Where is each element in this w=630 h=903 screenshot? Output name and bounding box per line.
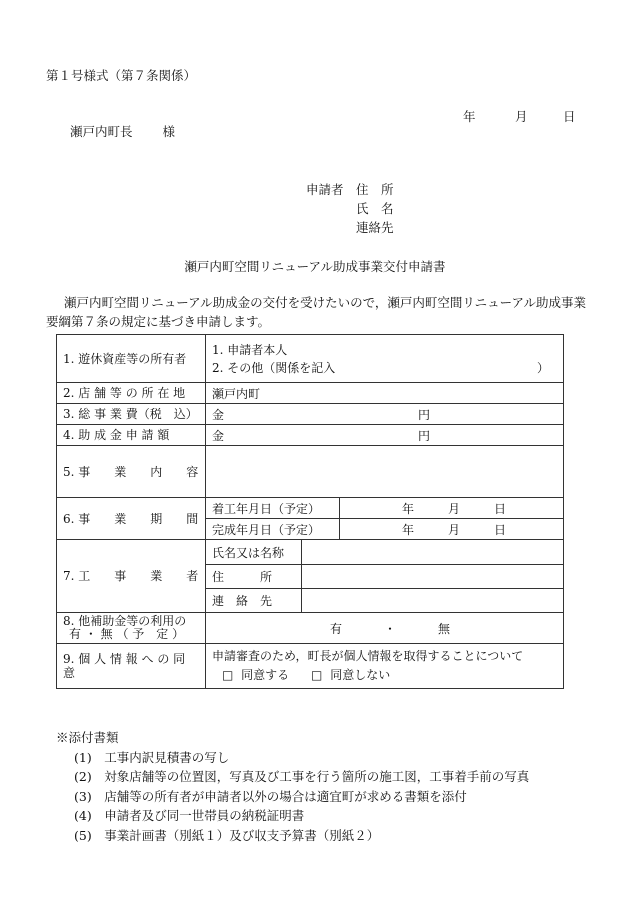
recipient <box>70 122 175 140</box>
row-owner <box>57 335 564 383</box>
cost-unit: 円 <box>418 407 431 422</box>
end-day: 日 <box>494 522 507 537</box>
owner-value[interactable] <box>206 335 564 383</box>
other-grant-label-line2: 有 ・ 無 （ 予 定 ） <box>69 627 185 641</box>
recipient-name: 瀬戸内町長 <box>70 124 133 139</box>
row-period-start <box>57 498 564 519</box>
row-content <box>57 446 564 498</box>
date-day: 日 <box>563 109 576 124</box>
owner-label: 1. 遊休資産等の所有者 <box>57 335 206 383</box>
cost-label: 3. 総 事 業 費（税 込） <box>57 404 206 425</box>
applicant-contact-label: 連絡先 <box>356 220 394 235</box>
application-table <box>56 334 564 689</box>
start-date-label: 着工年月日（予定） <box>206 498 340 519</box>
agree-label: 同意する <box>241 668 290 682</box>
disagree-checkbox[interactable]: □ <box>311 668 323 682</box>
row-grant <box>57 425 564 446</box>
date-year: 年 <box>463 109 476 124</box>
other-no: 無 <box>438 621 451 636</box>
contractor-address-label: 住 所 <box>206 565 302 589</box>
contractor-name-value[interactable] <box>302 540 564 565</box>
other-grant-label-line1: 8. 他補助金等の利用の <box>63 614 187 628</box>
row-cost <box>57 404 564 425</box>
privacy-label: 9. 個 人 情 報 へ の 同 意 <box>57 644 206 689</box>
contractor-name-label: 氏名又は名称 <box>206 540 302 565</box>
content-value[interactable] <box>206 446 564 498</box>
date-month: 月 <box>515 109 528 124</box>
contractor-contact-value[interactable] <box>302 589 564 613</box>
cost-value[interactable] <box>206 404 564 425</box>
grant-prefix: 金 <box>212 428 225 443</box>
attachment-item: (2) 対象店舗等の位置図，写真及び工事を行う箇所の施工図，工事着手前の写真 <box>74 769 530 784</box>
content-label: 5. 事 業 内 容 <box>57 446 206 498</box>
attachment-item: (5) 事業計画書（別紙１）及び収支予算書（別紙２） <box>74 827 380 843</box>
owner-option-2: 2. その他（関係を記入 <box>212 360 336 375</box>
applicant-label: 申請者 <box>306 182 344 197</box>
store-value[interactable]: 瀬戸内町 <box>206 383 564 404</box>
owner-option-1: 1. 申請者本人 <box>212 342 288 357</box>
store-label: 2. 店 舗 等 の 所 在 地 <box>57 383 206 404</box>
other-grant-value[interactable] <box>206 613 564 644</box>
start-month: 月 <box>448 501 461 516</box>
start-year: 年 <box>402 501 415 516</box>
start-day: 日 <box>494 501 507 516</box>
grant-label: 4. 助 成 金 申 請 額 <box>57 425 206 446</box>
end-date-label: 完成年月日（予定） <box>206 519 340 540</box>
other-grant-label <box>57 613 206 644</box>
row-store <box>57 383 564 404</box>
attachment-item: (3) 店舗等の所有者が申請者以外の場合は適宜町が求める書類を添付 <box>74 788 467 804</box>
privacy-text: 申請審査のため，町長が個人情報を取得することについて <box>212 649 524 663</box>
recipient-honorific: 様 <box>162 124 176 139</box>
cost-prefix: 金 <box>212 407 225 422</box>
end-month: 月 <box>448 522 461 537</box>
form-number: 第１号様式（第７条関係） <box>46 68 197 83</box>
agree-checkbox[interactable]: □ <box>222 668 234 682</box>
applicant-address-label: 住 所 <box>356 182 394 197</box>
row-contractor-name <box>57 540 564 565</box>
owner-option-2-close: ） <box>536 360 549 375</box>
intro-paragraph: 瀬戸内町空間リニューアル助成金の交付を受けたいので，瀬戸内町空間リニューアル助成事業要綱第７条の規定に基づき申請します。 <box>46 295 587 329</box>
contractor-label: 7. 工 事 業 者 <box>57 540 206 613</box>
document-title: 瀬戸内町空間リニューアル助成事業交付申請書 <box>184 259 446 274</box>
attachments-heading: ※添付書類 <box>56 730 119 745</box>
start-date-value[interactable] <box>340 498 564 519</box>
end-date-value[interactable] <box>340 519 564 540</box>
attachment-item: (1) 工事内訳見積書の写し <box>74 749 230 765</box>
row-privacy <box>57 644 564 689</box>
attachments <box>56 728 529 845</box>
other-dot: ・ <box>384 621 397 636</box>
period-label: 6. 事 業 期 間 <box>57 498 206 540</box>
end-year: 年 <box>402 522 415 537</box>
other-yes: 有 <box>330 621 343 636</box>
privacy-value <box>206 644 564 689</box>
row-other-grant <box>57 613 564 644</box>
applicant-name-label: 氏 名 <box>356 201 394 216</box>
attachment-item: (4) 申請者及び同一世帯員の納税証明書 <box>74 808 305 823</box>
contractor-contact-label: 連 絡 先 <box>206 589 302 613</box>
grant-unit: 円 <box>418 428 431 443</box>
contractor-address-value[interactable] <box>302 565 564 589</box>
applicant-block <box>306 180 394 237</box>
grant-value[interactable] <box>206 425 564 446</box>
disagree-label: 同意しない <box>330 668 391 682</box>
